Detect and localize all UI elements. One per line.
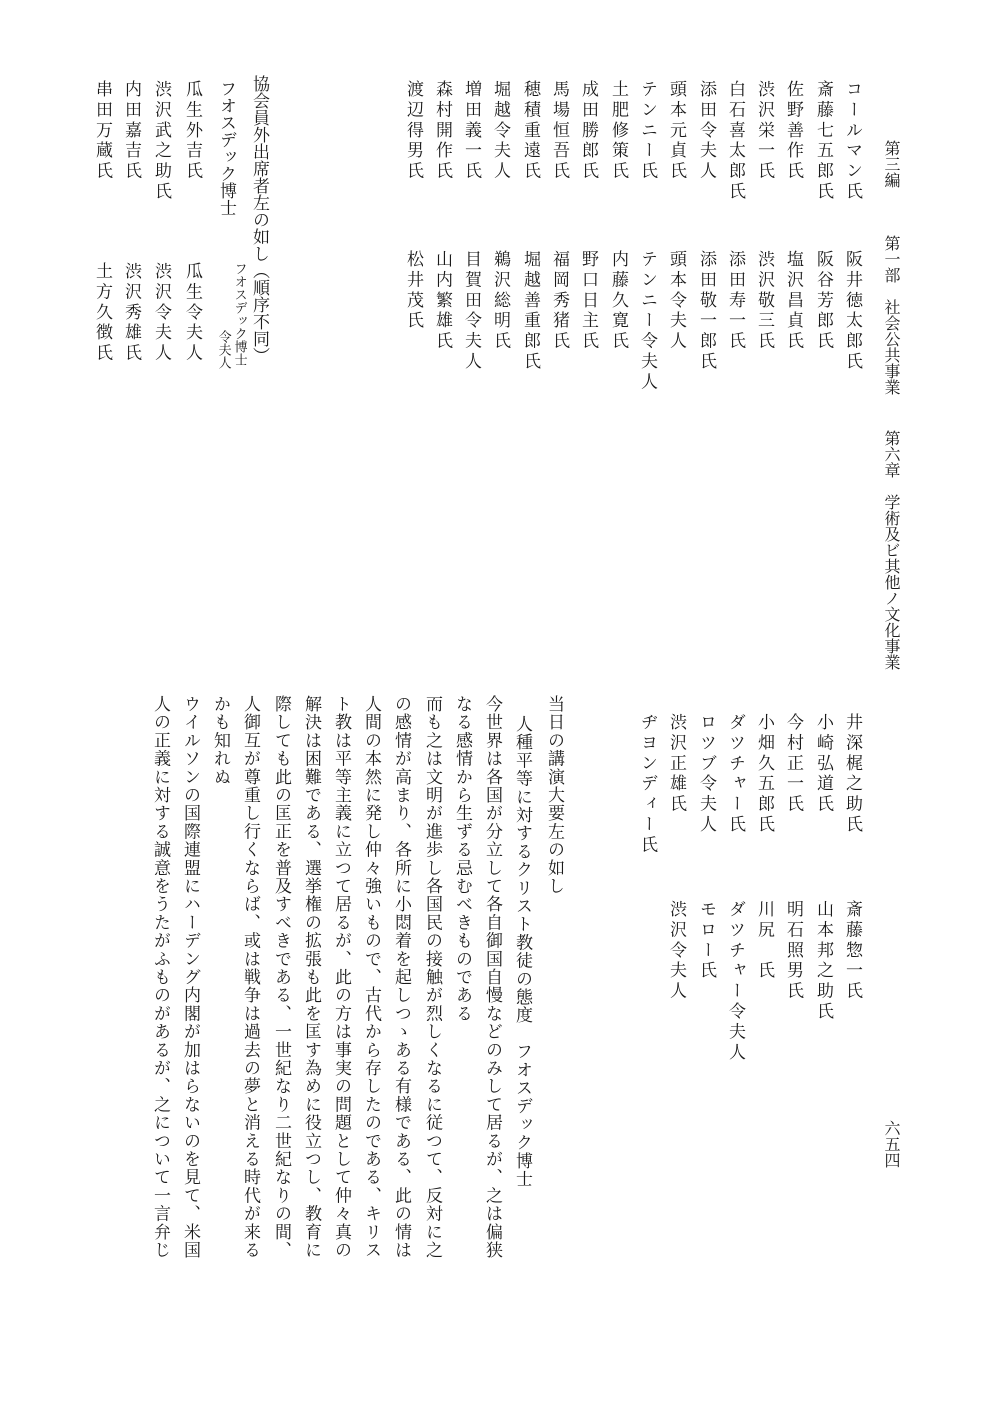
guest-fosdick-wife-top: フオスデック博士 <box>231 262 247 366</box>
lecture-line: 人間の本然に発し仲々強いもので、古代から存したのである、キリス <box>361 695 381 1260</box>
attendee-name: 森村開作氏 <box>432 80 452 182</box>
attendee-name: 添田寿一氏 <box>725 250 745 352</box>
guest-name: 渋沢秀雄氏 <box>121 262 141 364</box>
guest-name: 内田嘉吉氏 <box>121 80 141 182</box>
guest-name: モロー氏 <box>696 900 716 982</box>
attendee-name: 白石喜太郎氏 <box>725 80 745 203</box>
attendee-name: 福岡秀猪氏 <box>549 250 569 352</box>
lecture-line: 而も之は文明が進歩し各国民の接触が烈しくなるに従つて、反対に之 <box>422 695 442 1260</box>
lecture-line: なる感情から生ずる忌むべきものである <box>452 695 472 1023</box>
attendee-name: 松井茂氏 <box>403 250 423 332</box>
guest-name: 今村正一氏 <box>783 713 803 815</box>
guest-name: 小畑久五郎氏 <box>754 713 774 836</box>
page-number: 六五四 <box>882 1120 901 1168</box>
guest-name: 山本邦之助氏 <box>813 900 833 1023</box>
guest-name: 川尻 氏 <box>754 900 774 982</box>
guest-name: 串田万蔵氏 <box>92 80 112 182</box>
guest-name: 明石照男氏 <box>783 900 803 1002</box>
guest-fosdick-wife-bottom: 令夫人 <box>215 330 231 369</box>
attendee-name: 添田令夫人 <box>696 80 716 182</box>
guest-name: 渋沢令夫人 <box>666 900 686 1002</box>
guest-name: 瓜生令夫人 <box>182 262 202 364</box>
attendee-name: 斎藤七五郎氏 <box>813 80 833 203</box>
guest-name: 小崎弘道氏 <box>813 713 833 815</box>
guest-name: ダツチャー令夫人 <box>725 900 745 1064</box>
guest-name: ヂヨンディー氏 <box>637 713 657 856</box>
attendee-name: 土肥修策氏 <box>608 80 628 182</box>
guest-name: 井深梶之助氏 <box>842 713 862 836</box>
attendee-name: 野口日主氏 <box>578 250 598 352</box>
attendee-name: 増田義一氏 <box>461 80 481 182</box>
attendee-name: 頭本令夫人 <box>666 250 686 352</box>
attendee-name: 阪谷芳郎氏 <box>813 250 833 352</box>
guest-name: 渋沢令夫人 <box>151 262 171 364</box>
attendee-name: 阪井徳太郎氏 <box>842 250 862 373</box>
attendee-name: 渋沢敬三氏 <box>754 250 774 352</box>
attendee-name: 渡辺得男氏 <box>403 80 423 182</box>
guest-name: 瓜生外吉氏 <box>182 80 202 182</box>
guest-name: 渋沢正雄氏 <box>666 713 686 815</box>
attendee-name: 頭本元貞氏 <box>666 80 686 182</box>
attendee-name: 内藤久寛氏 <box>608 250 628 352</box>
lecture-intro: 当日の講演大要左の如し <box>544 695 564 896</box>
guest-name: 土方久徴氏 <box>92 262 112 364</box>
lecture-line: 今世界は各国が分立して各自御国自慢などのみして居るが、之は偏狭 <box>482 695 502 1260</box>
attendee-name: 穂積重遠氏 <box>520 80 540 182</box>
attendee-name: テンニー氏 <box>637 80 657 182</box>
header-part: 第一部 社会公共事業 <box>882 235 901 395</box>
guests-heading: 協会員外出席者左の如し（順序不同） <box>249 75 269 364</box>
attendee-name: 堀越令夫人 <box>490 80 510 182</box>
attendee-name: 堀越善重郎氏 <box>520 250 540 373</box>
header-chapter: 第六章 学術及ビ其他ノ文化事業 <box>882 430 901 670</box>
guest-name: 渋沢武之助氏 <box>151 80 171 203</box>
attendee-name: コールマン氏 <box>842 80 862 203</box>
lecture-line: 人御互が尊重し行くならば、或は戦争は過去の夢と消える時代が来る <box>240 695 260 1260</box>
attendee-name: 塩沢昌貞氏 <box>783 250 803 352</box>
lecture-title: 人種平等に対するクリスト教徒の態度 フオスデック博士 <box>512 715 532 1189</box>
header-section: 第三編 <box>882 140 901 188</box>
guest-name: ロツブ令夫人 <box>696 713 716 836</box>
lecture-line: 際しても此の匡正を普及すべきである、一世紀なり二世紀なりの間、 <box>271 695 291 1260</box>
attendee-name: 成田勝郎氏 <box>578 80 598 182</box>
lecture-line: 解決は困難である、選挙権の拡張も此を匡す為めに役立つし、教育に <box>301 695 321 1260</box>
attendee-name: 渋沢栄一氏 <box>754 80 774 182</box>
attendee-name: 添田敬一郎氏 <box>696 250 716 373</box>
lecture-line: かも知れぬ <box>210 695 230 786</box>
lecture-line: ウイルソンの国際連盟にハーデング内閣が加はらないのを見て、米国 <box>180 695 200 1260</box>
attendee-name: テンニー令夫人 <box>637 250 657 393</box>
attendee-name: 佐野善作氏 <box>783 80 803 182</box>
attendee-name: 山内繁雄氏 <box>432 250 452 352</box>
guest-name: ダツチャー氏 <box>725 713 745 836</box>
attendee-name: 目賀田令夫人 <box>461 250 481 373</box>
guest-name: 斎藤惣一氏 <box>842 900 862 1002</box>
attendee-name: 鵜沢総明氏 <box>490 250 510 352</box>
attendee-name: 馬場恒吾氏 <box>549 80 569 182</box>
lecture-line: の感情が高まり、各所に小悶着を起しつゝある有様である、此の情は <box>391 695 411 1260</box>
lecture-line: 人の正義に対する誠意をうたがふものがあるが、之について一言弁じ <box>150 695 170 1260</box>
guest-fosdick: フオスデック博士 <box>216 80 236 216</box>
lecture-line: ト教は平等主義に立つて居るが、此の方は事実の問題として仲々真の <box>331 695 351 1260</box>
